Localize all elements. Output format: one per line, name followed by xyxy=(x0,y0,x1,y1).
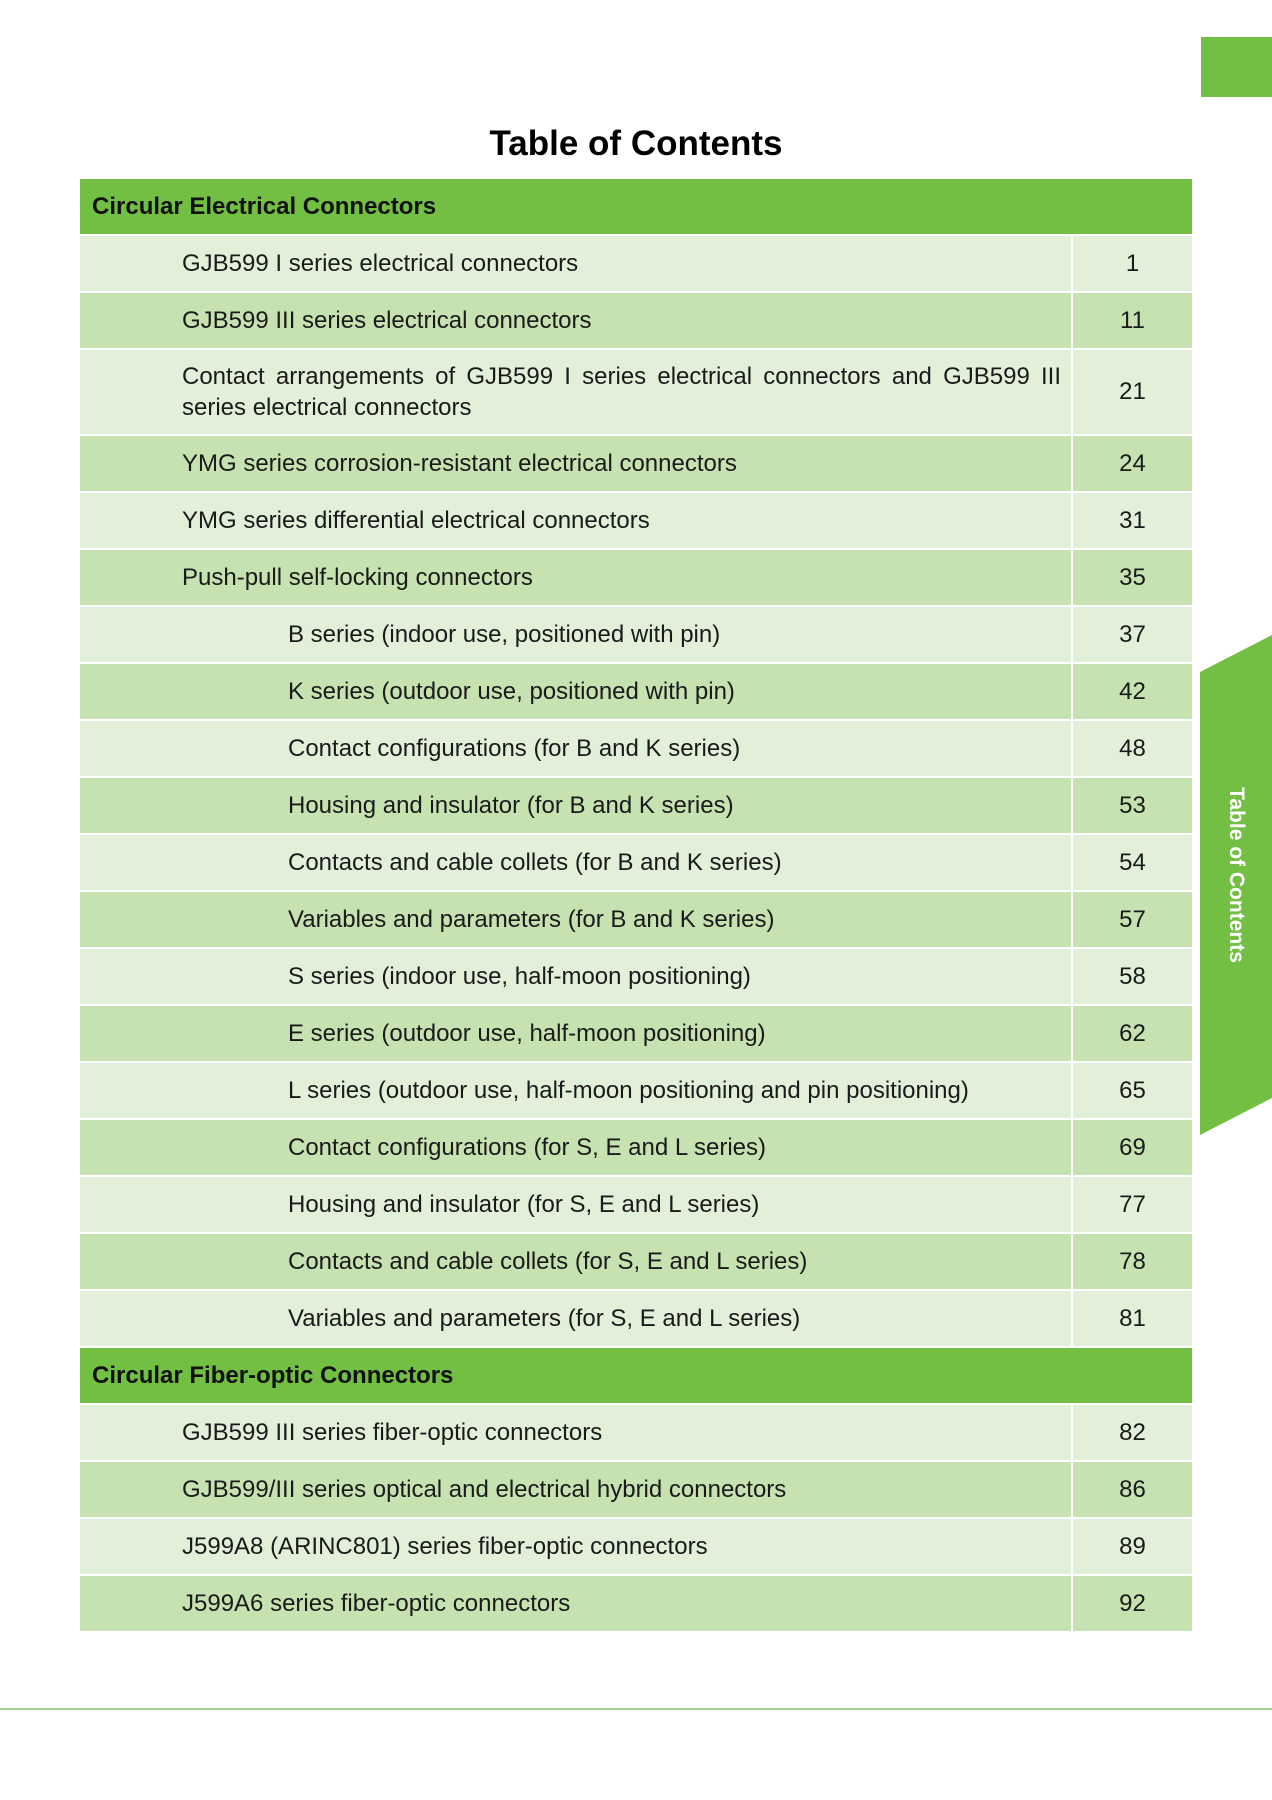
toc-entry-page: 62 xyxy=(1119,1019,1146,1047)
toc-entry-page: 86 xyxy=(1119,1475,1146,1503)
toc-entry-title xyxy=(80,1006,1073,1061)
entry-title-text: GJB599 I series electrical connectors xyxy=(182,250,579,277)
toc-entry-page: 42 xyxy=(1119,677,1146,705)
toc-entry-title xyxy=(80,1177,1073,1232)
entry-title-text: YMG series differential electrical connectors xyxy=(182,507,650,534)
toc-section-header xyxy=(80,1348,1192,1405)
toc-entry-page: 89 xyxy=(1119,1532,1146,1560)
toc-entry-title xyxy=(80,1120,1073,1175)
toc-entry-page: 92 xyxy=(1119,1589,1146,1617)
entry-title-text: Variables and parameters (for B and K series) xyxy=(288,906,775,933)
toc-entry-page: 78 xyxy=(1119,1247,1146,1275)
entry-title-text: L series (outdoor use, half-moon positioning and pin positioning) xyxy=(288,1077,969,1104)
entry-title-text: K series (outdoor use, positioned with pin) xyxy=(288,678,735,705)
entry-title-text: Contact configurations (for S, E and L series) xyxy=(288,1134,767,1161)
toc-entry-title xyxy=(80,1063,1073,1118)
side-tab-label: Table of Contents xyxy=(1225,787,1248,963)
toc-entry-page: 58 xyxy=(1119,962,1146,990)
toc-entry-page: 35 xyxy=(1119,563,1146,591)
toc-entry[interactable] xyxy=(80,293,1192,350)
toc-entry-title xyxy=(80,350,1073,434)
toc-entry-title xyxy=(80,493,1073,548)
entry-title-text: Contact arrangements of GJB599 I series electrical connectors and GJB599 III series electrical connectors xyxy=(182,363,1061,421)
toc-entry-page: 21 xyxy=(1119,378,1146,405)
toc-entry-title xyxy=(80,293,1073,348)
toc-entry[interactable] xyxy=(80,778,1192,835)
toc-entry-page: 1 xyxy=(1125,249,1140,277)
toc-entry-title xyxy=(80,1519,1073,1574)
toc-entry-title xyxy=(80,550,1073,605)
entry-title-text: Housing and insulator (for B and K series) xyxy=(288,792,734,819)
toc-entry-page: 69 xyxy=(1119,1133,1146,1161)
toc-entry-page: 37 xyxy=(1119,620,1146,648)
toc-entry-page: 65 xyxy=(1119,1076,1146,1104)
toc-entry-page: 82 xyxy=(1119,1418,1146,1446)
toc-entry-page: 31 xyxy=(1119,506,1146,534)
toc-entry-title xyxy=(80,1291,1073,1346)
toc-entry[interactable] xyxy=(80,949,1192,1006)
toc-entry-title xyxy=(80,892,1073,947)
toc-entry-title xyxy=(80,778,1073,833)
toc-entry-page: 24 xyxy=(1119,449,1146,477)
entry-title-text: Variables and parameters (for S, E and L series) xyxy=(288,1305,801,1332)
entry-title-text: J599A8 (ARINC801) series fiber-optic connectors xyxy=(182,1533,708,1560)
toc-entry[interactable] xyxy=(80,1177,1192,1234)
toc-entry-title xyxy=(80,1576,1073,1631)
toc-entry[interactable] xyxy=(80,550,1192,607)
toc-entry[interactable] xyxy=(80,835,1192,892)
entry-title-text: E series (outdoor use, half-moon positioning) xyxy=(288,1020,766,1047)
toc-entry[interactable] xyxy=(80,1405,1192,1462)
toc-entry-title xyxy=(80,1405,1073,1460)
entry-title-text: Contacts and cable collets (for B and K series) xyxy=(288,849,782,876)
toc-section-header xyxy=(80,179,1192,236)
toc-entry[interactable] xyxy=(80,1006,1192,1063)
toc-entry[interactable] xyxy=(80,1234,1192,1291)
toc-entry-page: 77 xyxy=(1119,1190,1146,1218)
toc-entry-page: 48 xyxy=(1119,734,1146,762)
toc-entry-page: 53 xyxy=(1119,791,1146,819)
entry-title-text: GJB599 III series fiber-optic connectors xyxy=(182,1419,603,1446)
toc-entry[interactable] xyxy=(80,721,1192,778)
toc-entry[interactable] xyxy=(80,664,1192,721)
toc-table xyxy=(80,179,1192,1633)
toc-entry[interactable] xyxy=(80,1519,1192,1576)
section-label: Circular Electrical Connectors xyxy=(92,192,437,220)
toc-entry[interactable] xyxy=(80,1120,1192,1177)
entry-title-text: Housing and insulator (for S, E and L series) xyxy=(288,1191,760,1218)
entry-title-text: Contact configurations (for B and K series) xyxy=(288,735,741,762)
toc-entry[interactable] xyxy=(80,1063,1192,1120)
toc-entry-title xyxy=(80,1462,1073,1517)
footer-divider xyxy=(0,1708,1272,1710)
entry-title-text: Push-pull self-locking connectors xyxy=(182,564,533,591)
toc-entry-title xyxy=(80,1234,1073,1289)
toc-entry[interactable] xyxy=(80,436,1192,493)
entry-title-text: J599A6 series fiber-optic connectors xyxy=(182,1590,571,1617)
toc-entry-title xyxy=(80,664,1073,719)
page-title xyxy=(0,124,1272,168)
toc-entry-title xyxy=(80,949,1073,1004)
toc-entry[interactable] xyxy=(80,1291,1192,1348)
page-title-text: Table of Contents xyxy=(489,124,783,163)
toc-entry-page: 81 xyxy=(1119,1304,1146,1332)
entry-title-text: B series (indoor use, positioned with pin) xyxy=(288,621,721,648)
toc-entry[interactable] xyxy=(80,493,1192,550)
toc-entry[interactable] xyxy=(80,350,1192,436)
entry-title-text: YMG series corrosion-resistant electrical connectors xyxy=(182,450,737,477)
toc-entry-title xyxy=(80,721,1073,776)
toc-entry-page: 57 xyxy=(1119,905,1146,933)
toc-entry-title xyxy=(80,236,1073,291)
toc-entry-page: 54 xyxy=(1119,848,1146,876)
section-label: Circular Fiber-optic Connectors xyxy=(92,1361,454,1389)
toc-entry[interactable] xyxy=(80,892,1192,949)
entry-title-text: GJB599 III series electrical connectors xyxy=(182,307,592,334)
entry-title-text: GJB599/III series optical and electrical hybrid connectors xyxy=(182,1476,787,1503)
entry-title-text: Contacts and cable collets (for S, E and L series) xyxy=(288,1248,808,1275)
toc-entry[interactable] xyxy=(80,236,1192,293)
toc-entry-page: 11 xyxy=(1120,306,1145,334)
corner-tab-decoration xyxy=(1201,37,1272,97)
toc-entry-title xyxy=(80,607,1073,662)
toc-entry[interactable] xyxy=(80,1462,1192,1519)
toc-entry-title xyxy=(80,436,1073,491)
toc-entry[interactable] xyxy=(80,607,1192,664)
entry-title-text: S series (indoor use, half-moon positioning) xyxy=(288,963,751,990)
toc-entry-title xyxy=(80,835,1073,890)
toc-entry[interactable] xyxy=(80,1576,1192,1633)
